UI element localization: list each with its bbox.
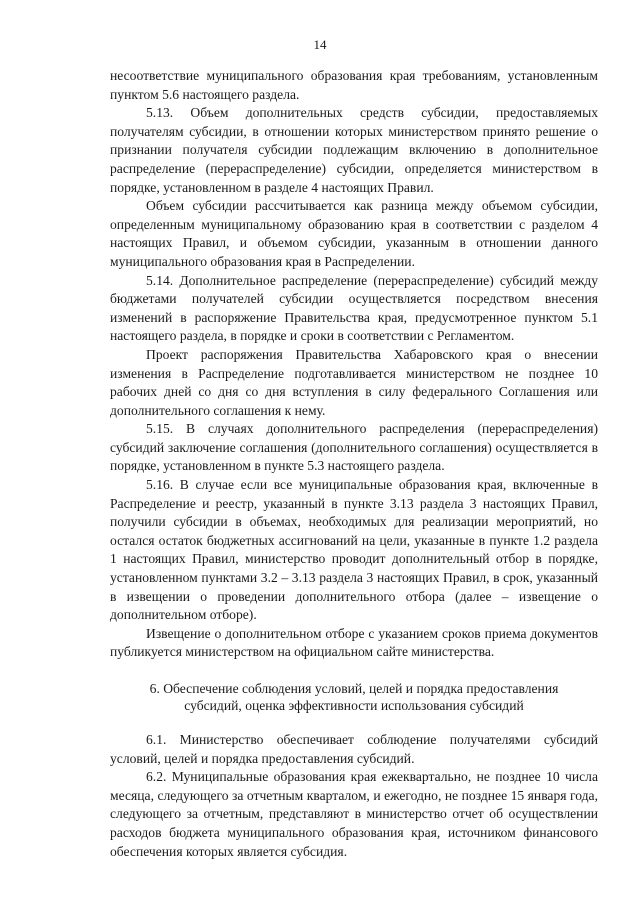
section-heading-line-2: субсидий, оценка эффективности использования субсидий [184, 698, 524, 713]
section-6-heading [110, 680, 598, 714]
paragraphs-after-heading [110, 731, 598, 861]
paragraph-continuation: несоответствие муниципального образования края требованиям, установленным пунктом 5.6 настоящего раздела. [110, 68, 598, 102]
paragraph-5-14: 5.14. Дополнительное распределение (перераспределение) субсидий между бюджетами получателей субсидии осуществляется посредством внесения изменений в распоряжение Правительства края, предусмотренное пунктом 5.1 настоящего раздела, в порядке и сроки в соответствии с Регламентом. [110, 272, 598, 344]
page-number: 14 [313, 37, 327, 52]
section-heading-line-1: 6. Обеспечение соблюдения условий, целей и порядка предоставления [149, 681, 559, 696]
paragraph-5-16: 5.16. В случае если все муниципальные образования края, включенные в Распределение и реестр, указанный в пункте 3.13 раздела 3 настоящих Правил, получили субсидии в объемах, необходимых для реализации мероприятий, но остался остаток бюджетных ассигнований на цели, указанные в пункте 1.2 раздела 1 настоящих Правил, министерство проводит дополнительный отбор в порядке, установленном пунктами 3.2 – 3.13 раздела 3 настоящих Правил, в срок, указанный в извещении о проведении дополнительного отбора (далее – извещение о дополнительном отборе). [110, 477, 598, 623]
paragraph-6-2: 6.2. Муниципальные образования края ежеквартально, не позднее 10 числа месяца, следующего за отчетным кварталом, и ежегодно, не позднее 15 января года, следующего за отчетным, представляют в министерство отчет об осуществлении расходов бюджета муниципального образования края, источником финансового обеспечения которых является субсидия. [110, 769, 598, 859]
document-body [110, 67, 598, 861]
paragraph-notice: Извещение о дополнительном отборе с указанием сроков приема документов публикуется министерством на официальном сайте министерства. [110, 625, 598, 660]
paragraph-5-15: 5.15. В случаях дополнительного распределения (перераспределения) субсидий заключение соглашения (дополнительного соглашения) осуществляется в порядке, установленном в пункте 5.3 настоящего раздела. [110, 421, 598, 474]
paragraphs-before-heading [110, 67, 598, 662]
paragraph-5-13: 5.13. Объем дополнительных средств субсидии, предоставляемых получателям субсидии, в отношении которых министерством принято решение о признании получателя субсидии подлежащим включению в дополнительное распределение (перераспределение) субсидии, определяется министерством в порядке, установленном в разделе 4 настоящих Правил. [110, 105, 598, 195]
paragraph-6-1: 6.1. Министерство обеспечивает соблюдение получателями субсидий условий, целей и порядка предоставления субсидий. [110, 732, 598, 766]
paragraph-draft-order: Проект распоряжения Правительства Хабаровского края о внесении изменения в Распределение подготавливается министерством не позднее 10 рабочих дней со дня со дня вступления в силу федерального Соглашения или дополнительного соглашения к нему. [110, 346, 598, 418]
paragraph-subsidy-calculation: Объем субсидии рассчитывается как разница между объемом субсидии, определенным муниципальному образованию края в соответствии с разделом 4 настоящих Правил, и объемом субсидии, указанным в отношении данного муниципального образования края в Распределении. [110, 198, 598, 269]
